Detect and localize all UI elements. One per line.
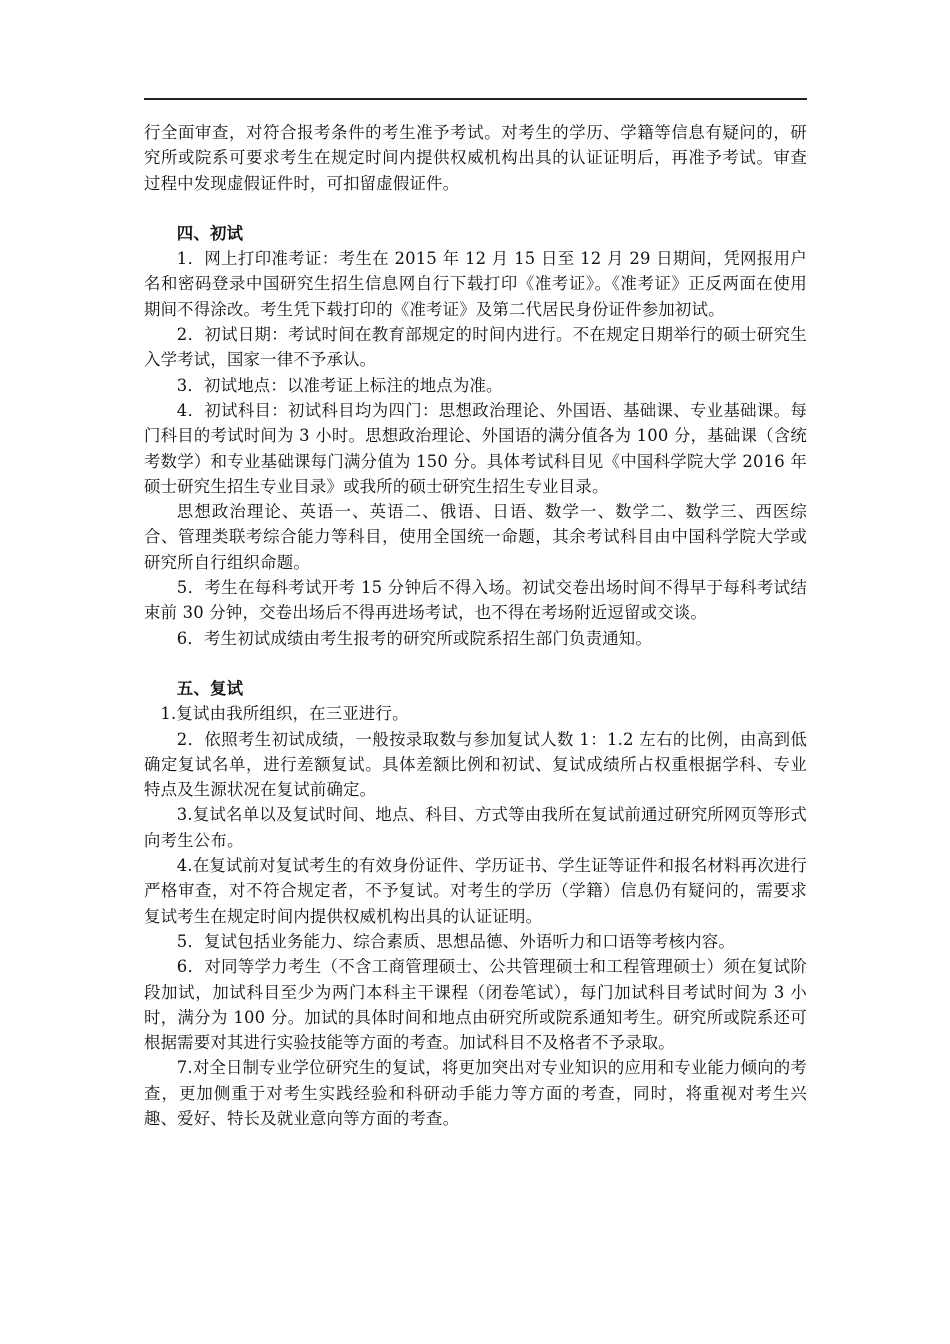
paragraph-exam-location: 3．初试地点：以准考证上标注的地点为准。 (176, 375, 503, 395)
spacer (144, 196, 807, 221)
section-heading-preliminary-exam: 四、初试 (176, 223, 244, 243)
paragraph-reexam-content: 5．复试包括业务能力、综合素质、思想品德、外语听力和口语等考核内容。 (176, 931, 735, 951)
header-rule (144, 98, 807, 100)
paragraph-admission-ticket: 1．网上打印准考证：考生在 2015 年 12 月 15 日至 12 月 29 日期间，凭网报用户名和密码登录中国研究生招生信息网自行下载打印《准考证》。《准考证》正反两面在使用期间不得涂改。考生凭下载打印的《准考证》及第二代居民身份证件参加初试。 (144, 249, 807, 319)
section-heading-reexam: 五、复试 (176, 678, 244, 698)
paragraph-exam-subjects: 4．初试科目：初试科目均为四门：思想政治理论、外国语、基础课、专业基础课。每门科目的考试时间为 3 小时。思想政治理论、外国语的满分值各为 100 分，基础课（含统考数学）和专业基础课每门满分值为 150 分。具体考试科目见《中国科学院大学 2016 年硕士研究生招生专业目录》或我所的硕士研究生招生专业目录。 (144, 400, 807, 496)
paragraph-equivalent-candidates: 6．对同等学力考生（不含工商管理硕士、公共管理硕士和工程管理硕士）须在复试阶段加试，加试科目至少为两门本科主干课程（闭卷笔试），每门加试科目考试时间为 3 小时，满分为 100 分。加试的具体时间和地点由研究所或院系通知考生。研究所或院系还可根据需要对其进行实验技能等方面的考查。加试科目不及格者不予录取。 (144, 957, 807, 1053)
document-body (144, 120, 807, 1131)
paragraph-reexam-organizer: 1.复试由我所组织，在三亚进行。 (160, 704, 409, 724)
spacer (144, 651, 807, 676)
paragraph-professional-degree: 7.对全日制专业学位研究生的复试，将更加突出对专业知识的应用和专业能力倾向的考查，更加侧重于对考生实践经验和科研动手能力等方面的考查，同时，将重视对考生兴趣、爱好、特长及就业意向等方面的考查。 (144, 1058, 807, 1128)
paragraph-exam-date: 2．初试日期：考试时间在教育部规定的时间内进行。不在规定日期举行的硕士研究生入学考试，国家一律不予承认。 (144, 325, 807, 370)
paragraph-reexam-list: 3.复试名单以及复试时间、地点、科目、方式等由我所在复试前通过研究所网页等形式向考生公布。 (144, 805, 807, 850)
paragraph-score-notice: 6．考生初试成绩由考生报考的研究所或院系招生部门负责通知。 (176, 628, 652, 648)
paragraph-late-entry: 5．考生在每科考试开考 15 分钟后不得入场。初试交卷出场时间不得早于每科考试结束前 30 分钟，交卷出场后不得再进场考试，也不得在考场附近逗留或交谈。 (144, 578, 807, 623)
paragraph-reexam-ratio: 2．依照考生初试成绩，一般按录取数与参加复试人数 1：1.2 左右的比例，由高到低确定复试名单，进行差额复试。具体差额比例和初试、复试成绩所占权重根据学科、专业特点及生源状况在复试前确定。 (144, 729, 807, 800)
paragraph-unified-subjects: 思想政治理论、英语一、英语二、俄语、日语、数学一、数学二、数学三、西医综合、管理类联考综合能力等科目，使用全国统一命题，其余考试科目由中国科学院大学或研究所自行组织命题。 (144, 502, 807, 572)
paragraph-reexam-review: 4.在复试前对复试考生的有效身份证件、学历证书、学生证等证件和报名材料再次进行严格审查，对不符合规定者，不予复试。对考生的学历（学籍）信息仍有疑问的，需要求复试考生在规定时间内提供权威机构出具的认证证明。 (144, 856, 807, 926)
intro-paragraph: 行全面审查，对符合报考条件的考生准予考试。对考生的学历、学籍等信息有疑问的，研究所或院系可要求考生在规定时间内提供权威机构出具的认证证明后，再准予考试。审查过程中发现虚假证件时，可扣留虚假证件。 (144, 123, 807, 193)
